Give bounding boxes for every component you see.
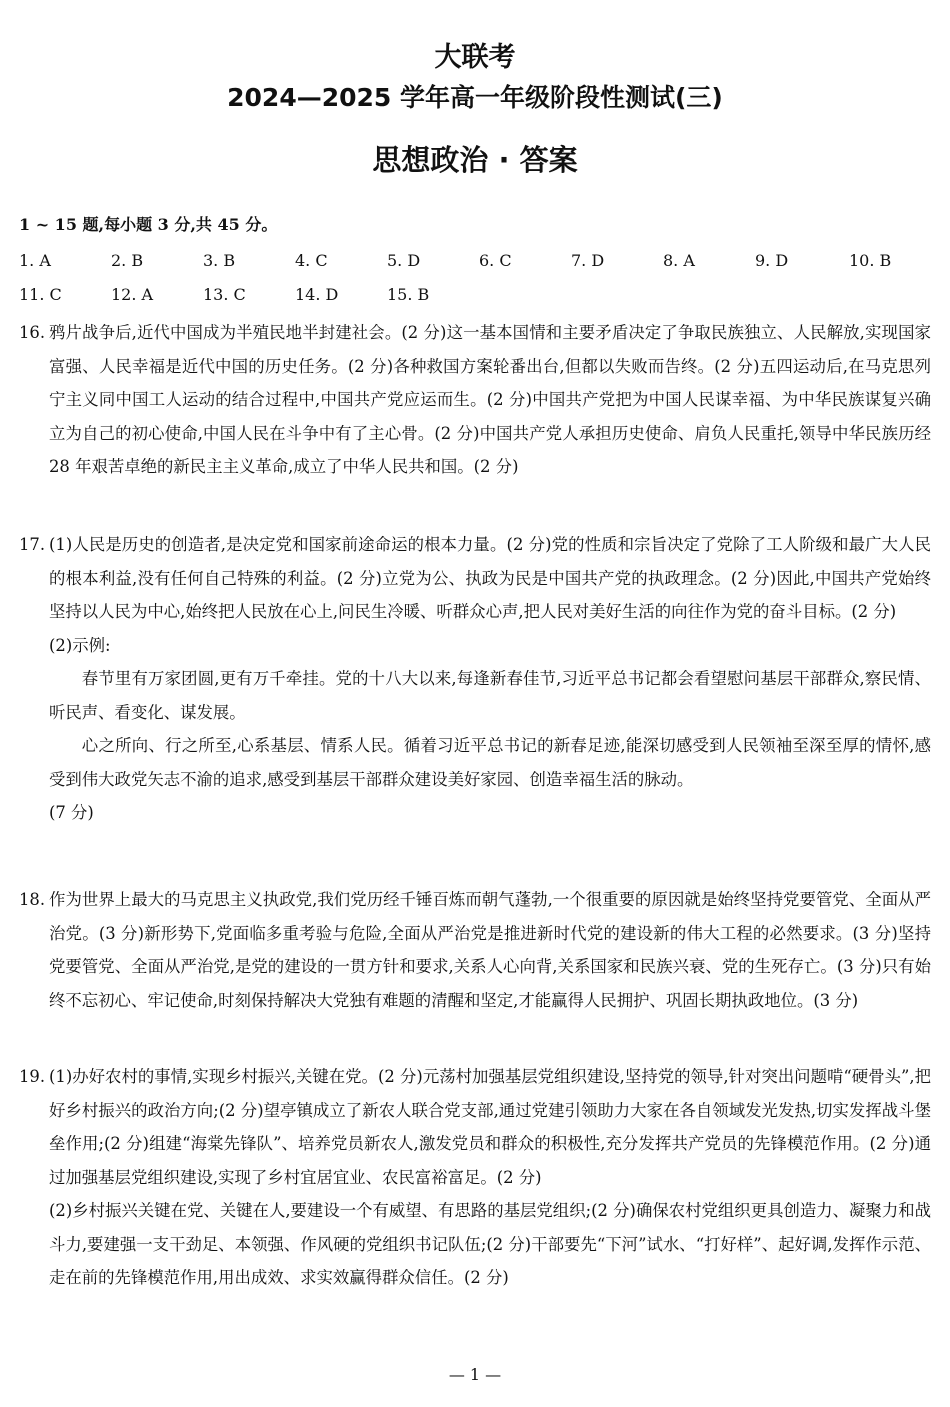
choice-answer: 13. C <box>203 285 246 304</box>
choice-answer: 10. B <box>849 251 892 270</box>
choice-answer: 1. A <box>19 251 51 270</box>
choice-answer: 14. D <box>295 285 339 304</box>
choice-answer: 5. D <box>387 251 421 270</box>
choice-answer: 8. A <box>663 251 695 270</box>
page-number: — 1 — <box>448 1365 502 1384</box>
question-19-part-1: (1)办好农村的事情,实现乡村振兴,关键在党。(2 分)元荡村加强基层党组织建设,坚持党的领导,针对突出问题啃“硬骨头”,把好乡村振兴的政治方向;(2 分)望亭镇成立了新农人联合党支部,通过党建引领助力大家在各自领域发光发热,切实发挥战斗堡垒作用;(2 分)组建“海棠先锋队”、培养党员新农人,激发党员和群众的积极性,充分发挥共产党员的先锋模范作用。(2 分)通过加强基层党组织建设,实现了乡村宜居宜业、农民富裕富足。(2 分) <box>49 1067 931 1187</box>
question-19-part-2: (2)乡村振兴关键在党、关键在人,要建设一个有威望、有思路的基层党组织;(2 分)确保农村党组织更具创造力、凝聚力和战斗力,要建强一支干劲足、本领强、作风硬的党组织书记队伍;(2 分)干部要先“下河”试水、“打好样”、起好调,发挥作示范、走在前的先锋模范作用,用出成效、求实效赢得群众信任。(2 分) <box>49 1201 931 1287</box>
choice-answer: 6. C <box>479 251 512 270</box>
choice-answer: 9. D <box>755 251 789 270</box>
question-19 <box>19 1060 931 1295</box>
choice-answers-row-2 <box>19 281 931 309</box>
subject-title: 思想政治 · 答案 <box>372 143 578 177</box>
question-17-part-2-label: (2)示例: <box>49 635 111 655</box>
exam-title: 2024—2025 学年高一年级阶段性测试(三) <box>227 83 723 112</box>
question-number: 19. <box>19 1067 46 1086</box>
question-17-part-2-paragraph-1: 春节里有万家团圆,更有万千牵挂。党的十八大以来,每逢新春佳节,习近平总书记都会看望慰问基层干部群众,察民情、听民声、看变化、谋发展。 <box>49 669 931 722</box>
choice-answers-row-1 <box>19 247 931 275</box>
question-17-part-2-paragraph-2: 心之所向、行之所至,心系基层、情系人民。循着习近平总书记的新春足迹,能深切感受到人民领袖至深至厚的情怀,感受到伟大政党矢志不渝的追求,感受到基层干部群众建设美好家园、创造幸福生活的脉动。 <box>49 736 931 789</box>
choice-intro: 1 ~ 15 题,每小题 3 分,共 45 分。 <box>19 215 278 234</box>
choice-answer: 4. C <box>295 251 328 270</box>
choice-answer: 12. A <box>111 285 154 304</box>
choice-answer: 11. C <box>19 285 62 304</box>
question-18-answer: 作为世界上最大的马克思主义执政党,我们党历经千锤百炼而朝气蓬勃,一个很重要的原因就是始终坚持党要管党、全面从严治党。(3 分)新形势下,党面临多重考验与危险,全面从严治党是推进新时代党的建设新的伟大工程的必然要求。(3 分)坚持党要管党、全面从严治党,是党的建设的一贯方针和要求,关系人心向背,关系国家和民族兴衰、党的生死存亡。(3 分)只有始终不忘初心、牢记使命,时刻保持解决大党独有难题的清醒和坚定,才能赢得人民拥护、巩固长期执政地位。(3 分) <box>49 890 931 1010</box>
choice-answer: 15. B <box>387 285 430 304</box>
choice-answer: 3. B <box>203 251 236 270</box>
exam-brand-title: 大联考 <box>434 42 516 73</box>
question-18 <box>19 883 931 1017</box>
question-number: 17. <box>19 535 46 554</box>
choice-answer: 2. B <box>111 251 144 270</box>
question-17-part-1: (1)人民是历史的创造者,是决定党和国家前途命运的根本力量。(2 分)党的性质和宗旨决定了党除了工人阶级和最广大人民的根本利益,没有任何自己特殊的利益。(2 分)立党为公、执政为民是中国共产党的执政理念。(2 分)因此,中国共产党始终坚持以人民为中心,始终把人民放在心上,问民生冷暖、听群众心声,把人民对美好生活的向往作为党的奋斗目标。(2 分) <box>49 535 931 621</box>
question-16 <box>19 316 931 484</box>
question-number: 18. <box>19 890 46 909</box>
question-17-part-2-score: (7 分) <box>49 803 94 822</box>
question-16-answer: 鸦片战争后,近代中国成为半殖民地半封建社会。(2 分)这一基本国情和主要矛盾决定了争取民族独立、人民解放,实现国家富强、人民幸福是近代中国的历史任务。(2 分)各种救国方案轮番出台,但都以失败而告终。(2 分)五四运动后,在马克思列宁主义同中国工人运动的结合过程中,中国共产党应运而生。(2 分)中国共产党把为中国人民谋幸福、为中华民族谋复兴确立为自己的初心使命,中国人民在斗争中有了主心骨。(2 分)中国共产党人承担历史使命、肩负人民重托,领导中华民族历经 28 年艰苦卓绝的新民主主义革命,成立了中华人民共和国。(2 分) <box>49 323 931 476</box>
question-number: 16. <box>19 323 46 342</box>
choice-answer: 7. D <box>571 251 605 270</box>
question-17 <box>19 528 931 830</box>
